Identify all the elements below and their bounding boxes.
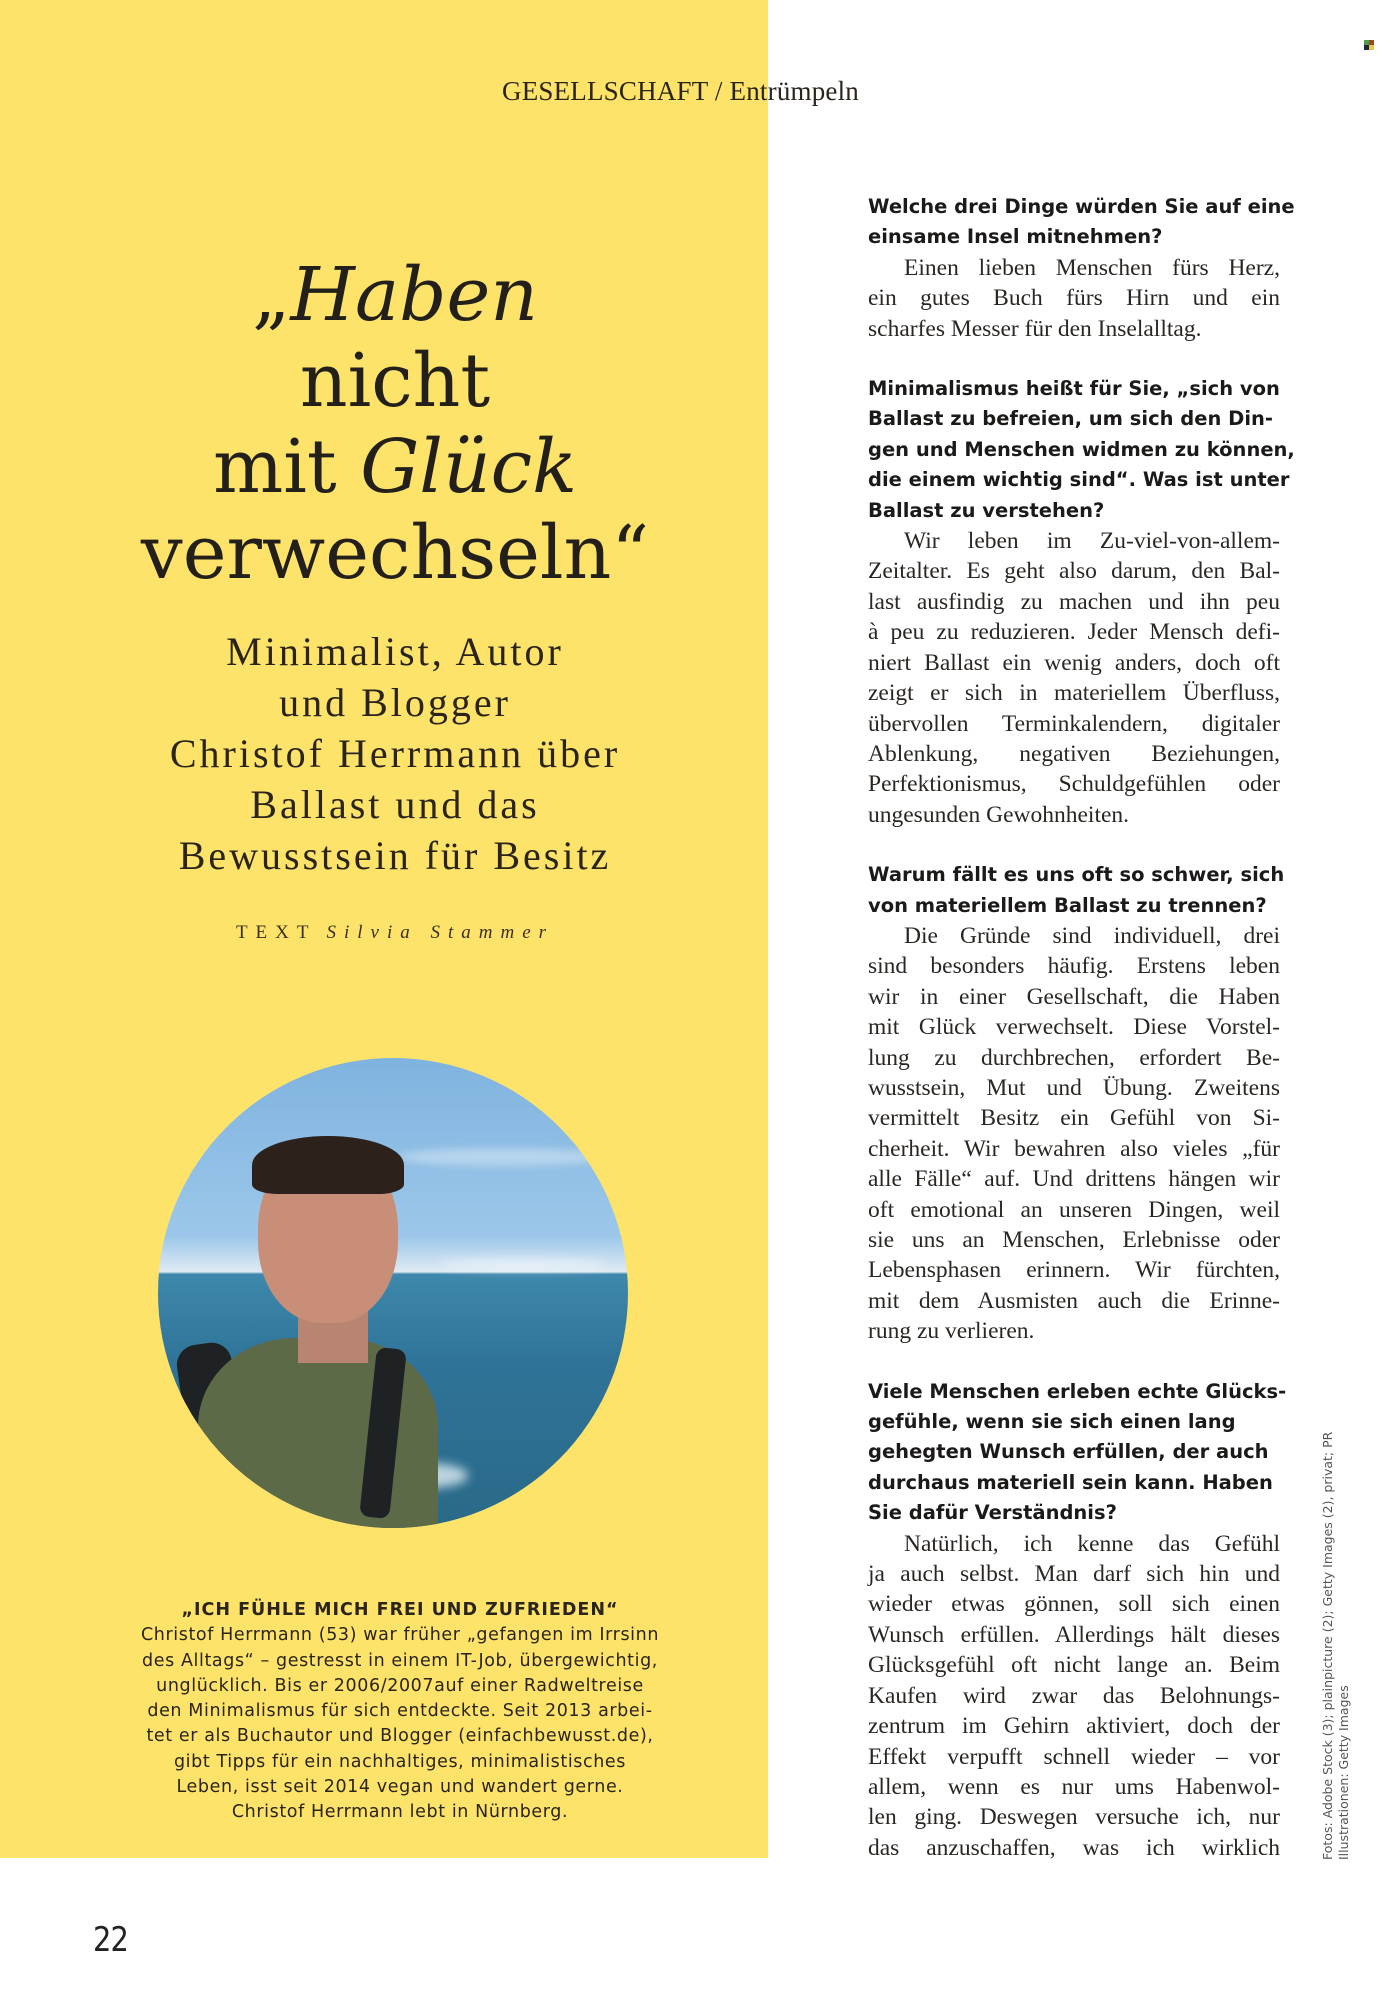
interview-question: Warum fällt es uns oft so schwer, sich von materiellem Ballast zu trennen? — [868, 863, 1285, 917]
headline — [80, 252, 710, 596]
bio-line: des Alltags“ – gestresst in einem IT-Job, übergewichtig, — [142, 1650, 658, 1671]
bio-title: „ICH FÜHLE MICH FREI UND ZUFRIEDEN“ — [181, 1600, 619, 1620]
bio-line: Leben, isst seit 2014 vegan und wandert gerne. — [176, 1777, 624, 1798]
qa-block — [868, 860, 1285, 1347]
subhead-line: Bewusstsein für Besitz — [178, 833, 612, 878]
interview-column — [868, 192, 1295, 1893]
portrait-photo — [158, 1058, 628, 1528]
headline-line-3: mit Glück — [213, 424, 577, 510]
qa-block — [868, 192, 1295, 344]
byline-label: TEXT — [235, 922, 317, 943]
interview-question: Welche drei Dinge würden Sie auf eine einsame Insel mitnehmen? — [868, 195, 1295, 249]
byline — [60, 922, 730, 944]
author-bio-box — [110, 1598, 690, 1826]
qa-block — [868, 374, 1295, 830]
interview-answer: Wir leben im Zu-viel-von-allem- Zeitalter. Es geht also darum, den Bal- last ausfindig zu machen und ihn peu à peu zu reduzieren. Jeder Mensch defi- niert Ballast ein wenig anders, doch oft zeigt er sich in materiellem Überfluss, übervollen Terminkalendern, digitaler Ablenkung, negativen Beziehungen, Perfektionismus, Schuldgefühlen oder ungesunden Gewohnheiten. — [868, 528, 1280, 828]
subhead-line: und Blogger — [279, 680, 511, 725]
interview-answer: Die Gründe sind individuell, drei sind besonders häufig. Erstens leben wir in einer Gesellschaft, die Haben mit Glück verwechselt. Diese Vorstel- lung zu durchbrechen, erfordert Be- wusstsein, Mut und Übung. Zweitens vermittelt Besitz ein Gefühl von Si- cherheit. Wir bewahren also vieles „für alle Fälle“ auf. Und drittens hängen wir oft emotional an unseren Dingen, weil sie uns an Menschen, Erlebnisse oder Lebensphasen erinnern. Wir fürchten, mit dem Ausmisten auch die Erinne- rung zu verlieren. — [868, 922, 1280, 1345]
headline-line-1: „Haben — [252, 252, 538, 338]
headline-line-2: nicht — [299, 338, 491, 424]
interview-question: Minimalismus heißt für Sie, „sich von Ballast zu befreien, um sich den Din- gen und Menschen widmen zu können, die einem wichtig sind“. Was ist unter Ballast zu verstehen? — [868, 377, 1295, 522]
corner-logo-icon — [1364, 40, 1374, 50]
subhead-line: Minimalist, Autor — [226, 629, 564, 674]
subhead-line: Ballast und das — [250, 782, 540, 827]
section-rubric: GESELLSCHAFT / Entrümpeln — [502, 76, 860, 106]
bio-line: Christof Herrmann (53) war früher „gefangen im Irrsinn — [140, 1625, 660, 1646]
bio-line: unglücklich. Bis er 2006/2007auf einer Radweltreise — [156, 1675, 644, 1696]
interview-answer: Einen lieben Menschen fürs Herz, ein gutes Buch fürs Hirn und ein scharfes Messer für den Inselalltag. — [868, 254, 1280, 342]
subhead-line: Christof Herrmann über — [169, 731, 621, 776]
qa-block — [868, 1377, 1287, 1864]
bio-line: den Minimalismus für sich entdeckte. Seit 2013 arbei- — [147, 1701, 653, 1722]
photo-credits — [1320, 1432, 1352, 1860]
page-number: 22 — [93, 1920, 129, 1960]
interview-question: Viele Menschen erleben echte Glücks- gefühle, wenn sie sich einen lang gehegten Wunsch erfüllen, der auch durchaus materiell sein kann. Haben Sie dafür Verständnis? — [868, 1379, 1287, 1525]
bio-line: tet er als Buchautor und Blogger (einfachbewusst.de), — [146, 1726, 654, 1747]
credits-line: Illustrationen: Getty Images — [1336, 1685, 1351, 1860]
bio-line: gibt Tipps für ein nachhaltiges, minimalistisches — [173, 1751, 627, 1772]
subheadline — [60, 626, 730, 881]
credits-line: Fotos: Adobe Stock (3); plainpicture (2); Getty Images (2), privat; PR — [1320, 1431, 1335, 1860]
interview-answer: Natürlich, ich kenne das Gefühl ja auch selbst. Man darf sich hin und wieder etwas gönnen, soll sich einen Wunsch erfüllen. Allerdings hält dieses Glücksgefühl oft nicht lange an. Beim Kaufen wird zwar das Belohnungs- zentrum im Gehirn aktiviert, doch der Effekt verpufft schnell wieder – vor allem, wenn es nur ums Habenwol- len ging. Deswegen versuche ich, nur das anzuschaffen, was ich wirklich — [868, 1530, 1280, 1861]
headline-line-4: verwechseln“ — [140, 510, 650, 596]
bio-line: Christof Herrmann lebt in Nürnberg. — [231, 1802, 569, 1823]
byline-author: Silvia Stammer — [326, 922, 555, 943]
